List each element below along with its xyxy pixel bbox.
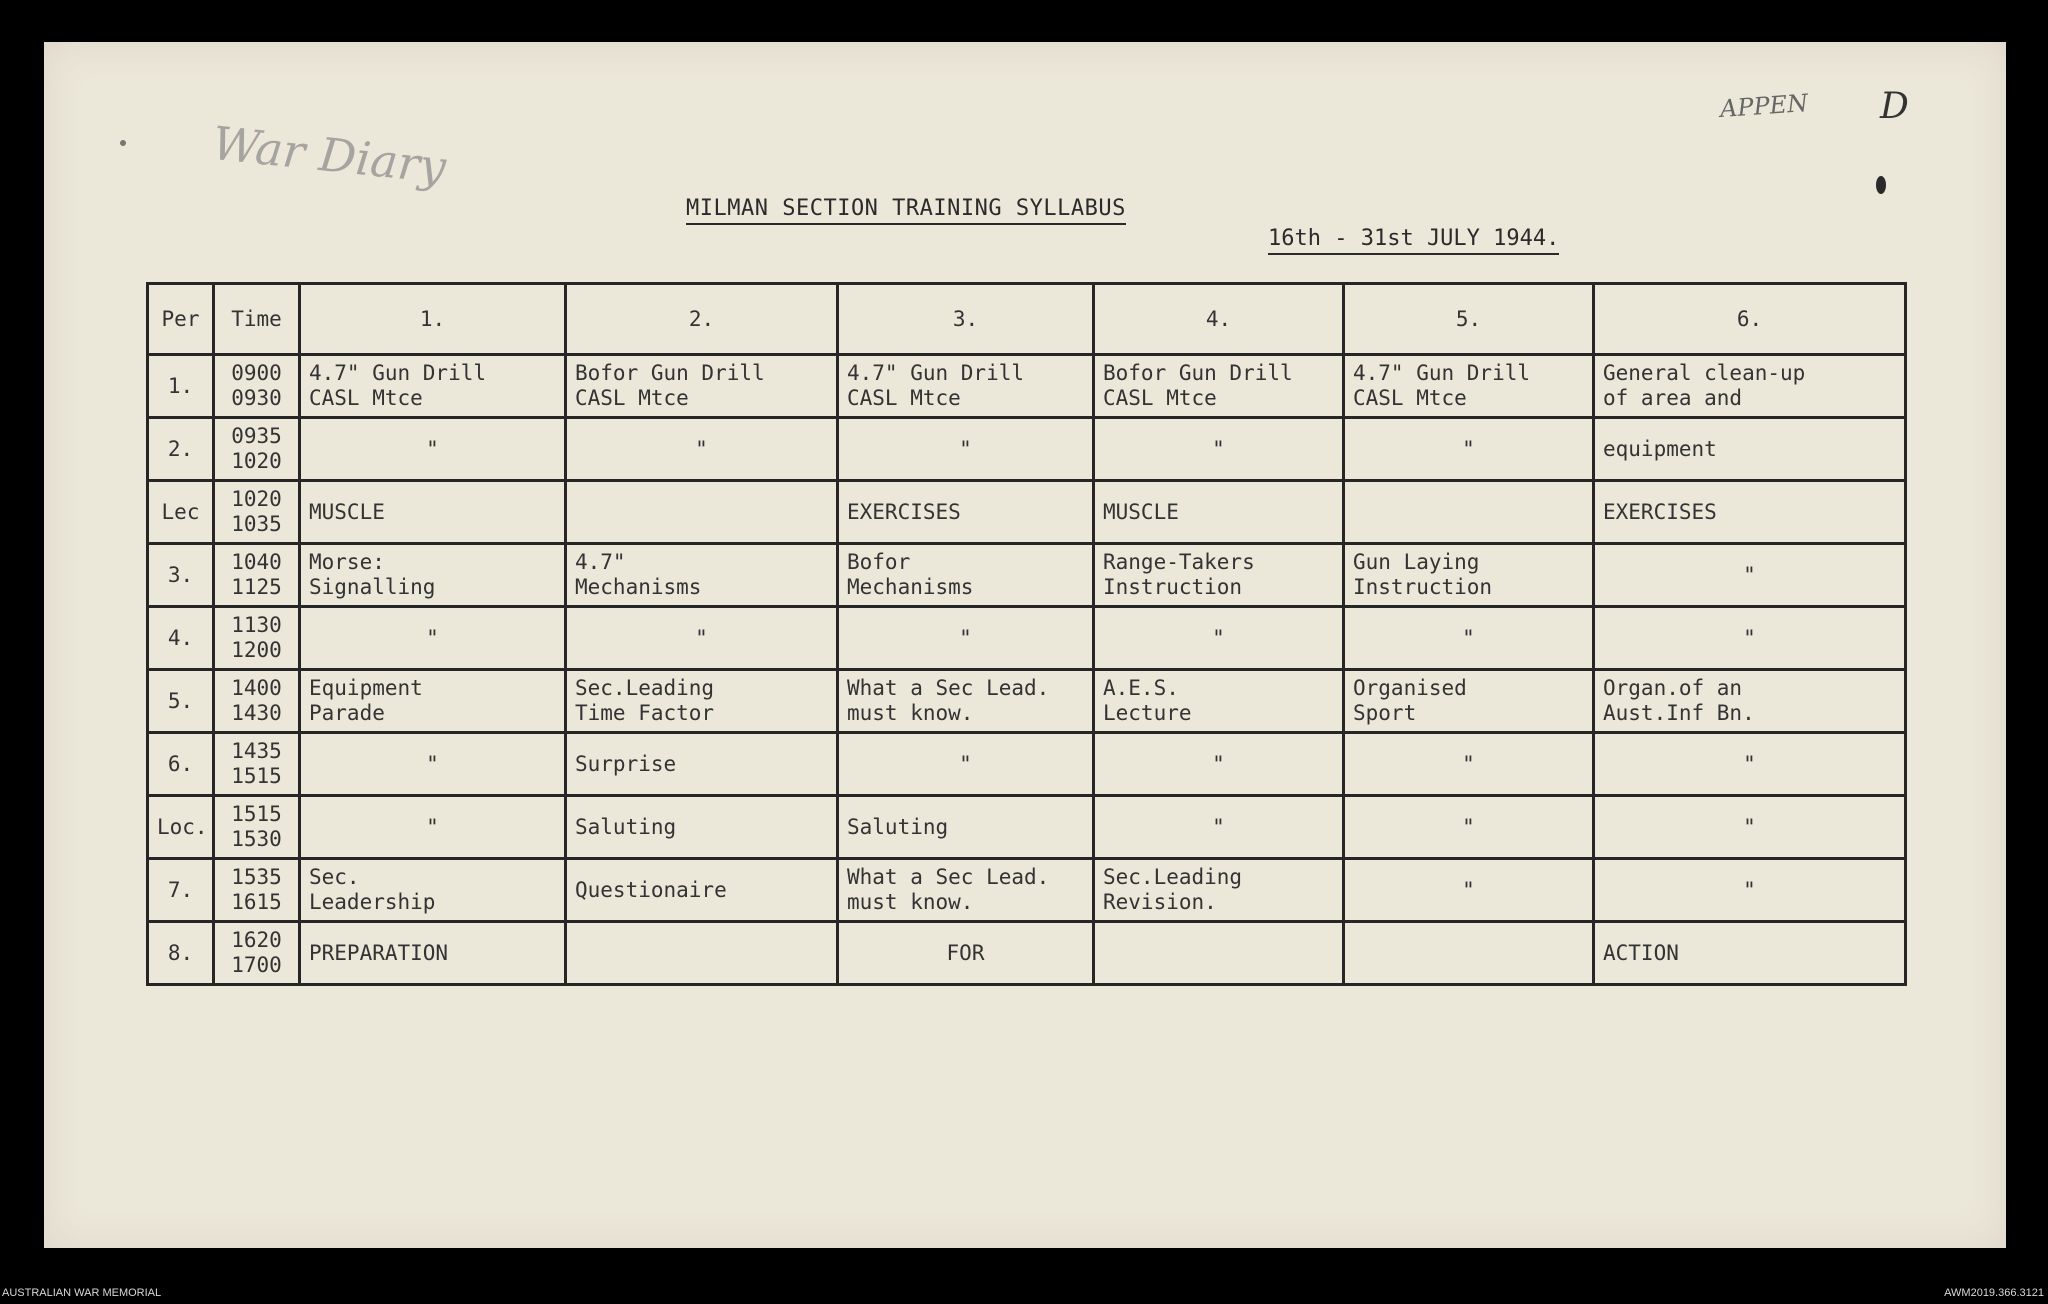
period-cell: Loc.	[148, 796, 214, 859]
period-cell: 5.	[148, 670, 214, 733]
table-header-cell: 4.	[1094, 284, 1344, 355]
handwritten-war-diary-note: War Diary	[209, 115, 449, 195]
schedule-cell: equipment	[1594, 418, 1906, 481]
table-row	[148, 607, 1906, 670]
schedule-cell: "	[1344, 607, 1594, 670]
schedule-cell: 4.7" Gun Drill CASL Mtce	[838, 355, 1094, 418]
time-cell: 1400 1430	[214, 670, 300, 733]
schedule-cell: "	[300, 796, 566, 859]
schedule-cell: Organised Sport	[1344, 670, 1594, 733]
training-syllabus-table	[146, 282, 1907, 986]
period-cell: 1.	[148, 355, 214, 418]
table-header-cell: 5.	[1344, 284, 1594, 355]
schedule-cell: Bofor Gun Drill CASL Mtce	[566, 355, 838, 418]
schedule-cell: "	[300, 418, 566, 481]
footer-credit-left: AUSTRALIAN WAR MEMORIAL	[2, 1287, 162, 1299]
schedule-cell: "	[1094, 796, 1344, 859]
table-row	[148, 544, 1906, 607]
schedule-cell: Sec.Leading Time Factor	[566, 670, 838, 733]
period-cell: 4.	[148, 607, 214, 670]
schedule-cell	[566, 922, 838, 985]
schedule-cell: "	[1594, 544, 1906, 607]
table-header-cell: Per	[148, 284, 214, 355]
schedule-cell: A.E.S. Lecture	[1094, 670, 1344, 733]
document-date-range: 16th - 31st JULY 1944.	[1268, 226, 1559, 255]
schedule-cell: "	[1094, 607, 1344, 670]
table-header-cell: 3.	[838, 284, 1094, 355]
schedule-cell: "	[1594, 859, 1906, 922]
schedule-cell: "	[566, 607, 838, 670]
schedule-cell: Surprise	[566, 733, 838, 796]
time-cell: 1130 1200	[214, 607, 300, 670]
period-cell: 3.	[148, 544, 214, 607]
time-cell: 1435 1515	[214, 733, 300, 796]
schedule-cell: Sec. Leadership	[300, 859, 566, 922]
schedule-cell: "	[838, 607, 1094, 670]
schedule-cell: MUSCLE	[1094, 481, 1344, 544]
schedule-cell: "	[300, 733, 566, 796]
schedule-cell: Saluting	[566, 796, 838, 859]
schedule-cell: "	[1094, 418, 1344, 481]
period-cell: 2.	[148, 418, 214, 481]
footer-credit-right: AWM2019.366.3121	[1944, 1287, 2044, 1299]
schedule-cell: "	[1344, 733, 1594, 796]
table-row	[148, 355, 1906, 418]
schedule-cell: Saluting	[838, 796, 1094, 859]
schedule-cell	[566, 481, 838, 544]
table-row	[148, 859, 1906, 922]
schedule-cell: "	[1594, 733, 1906, 796]
schedule-cell: Gun Laying Instruction	[1344, 544, 1594, 607]
footer-strip	[0, 1286, 2048, 1304]
schedule-cell: EXERCISES	[1594, 481, 1906, 544]
table-header-cell: Time	[214, 284, 300, 355]
table-header-cell: 2.	[566, 284, 838, 355]
schedule-cell: 4.7" Gun Drill CASL Mtce	[300, 355, 566, 418]
table-row	[148, 481, 1906, 544]
schedule-cell	[1094, 922, 1344, 985]
period-cell: 7.	[148, 859, 214, 922]
schedule-cell: What a Sec Lead. must know.	[838, 859, 1094, 922]
schedule-cell: General clean-up of area and	[1594, 355, 1906, 418]
schedule-cell	[1344, 922, 1594, 985]
time-cell: 1620 1700	[214, 922, 300, 985]
schedule-cell: Equipment Parade	[300, 670, 566, 733]
time-cell: 0935 1020	[214, 418, 300, 481]
table-row	[148, 733, 1906, 796]
table-body	[148, 355, 1906, 985]
time-cell: 1515 1530	[214, 796, 300, 859]
table-row	[148, 418, 1906, 481]
table-header-cell: 6.	[1594, 284, 1906, 355]
schedule-cell: FOR	[838, 922, 1094, 985]
pin-mark	[120, 140, 126, 146]
schedule-cell: "	[1344, 418, 1594, 481]
table-header-row	[148, 284, 1906, 355]
schedule-cell: "	[1594, 796, 1906, 859]
time-cell: 1535 1615	[214, 859, 300, 922]
schedule-cell: What a Sec Lead. must know.	[838, 670, 1094, 733]
schedule-cell: EXERCISES	[838, 481, 1094, 544]
handwritten-appendix-note: APPEN	[1719, 88, 1810, 124]
schedule-cell: PREPARATION	[300, 922, 566, 985]
schedule-cell: "	[1344, 796, 1594, 859]
schedule-cell: 4.7" Mechanisms	[566, 544, 838, 607]
table-header-cell: 1.	[300, 284, 566, 355]
period-cell: Lec	[148, 481, 214, 544]
schedule-cell: "	[300, 607, 566, 670]
punch-hole-mark	[1876, 176, 1886, 194]
schedule-cell: "	[566, 418, 838, 481]
schedule-cell: "	[1094, 733, 1344, 796]
schedule-cell: MUSCLE	[300, 481, 566, 544]
schedule-cell: 4.7" Gun Drill CASL Mtce	[1344, 355, 1594, 418]
schedule-cell: "	[1344, 859, 1594, 922]
schedule-cell: Range-Takers Instruction	[1094, 544, 1344, 607]
schedule-cell: Questionaire	[566, 859, 838, 922]
schedule-cell: "	[1594, 607, 1906, 670]
period-cell: 8.	[148, 922, 214, 985]
handwritten-appendix-letter: D	[1880, 86, 1909, 127]
schedule-cell: Sec.Leading Revision.	[1094, 859, 1344, 922]
schedule-cell: Organ.of an Aust.Inf Bn.	[1594, 670, 1906, 733]
time-cell: 0900 0930	[214, 355, 300, 418]
table-row	[148, 922, 1906, 985]
time-cell: 1020 1035	[214, 481, 300, 544]
schedule-cell: "	[838, 418, 1094, 481]
schedule-cell: Bofor Mechanisms	[838, 544, 1094, 607]
table-row	[148, 796, 1906, 859]
schedule-cell: ACTION	[1594, 922, 1906, 985]
schedule-cell: Morse: Signalling	[300, 544, 566, 607]
schedule-cell	[1344, 481, 1594, 544]
document-title: MILMAN SECTION TRAINING SYLLABUS	[686, 196, 1126, 225]
schedule-cell: Bofor Gun Drill CASL Mtce	[1094, 355, 1344, 418]
table-row	[148, 670, 1906, 733]
time-cell: 1040 1125	[214, 544, 300, 607]
schedule-cell: "	[838, 733, 1094, 796]
period-cell: 6.	[148, 733, 214, 796]
